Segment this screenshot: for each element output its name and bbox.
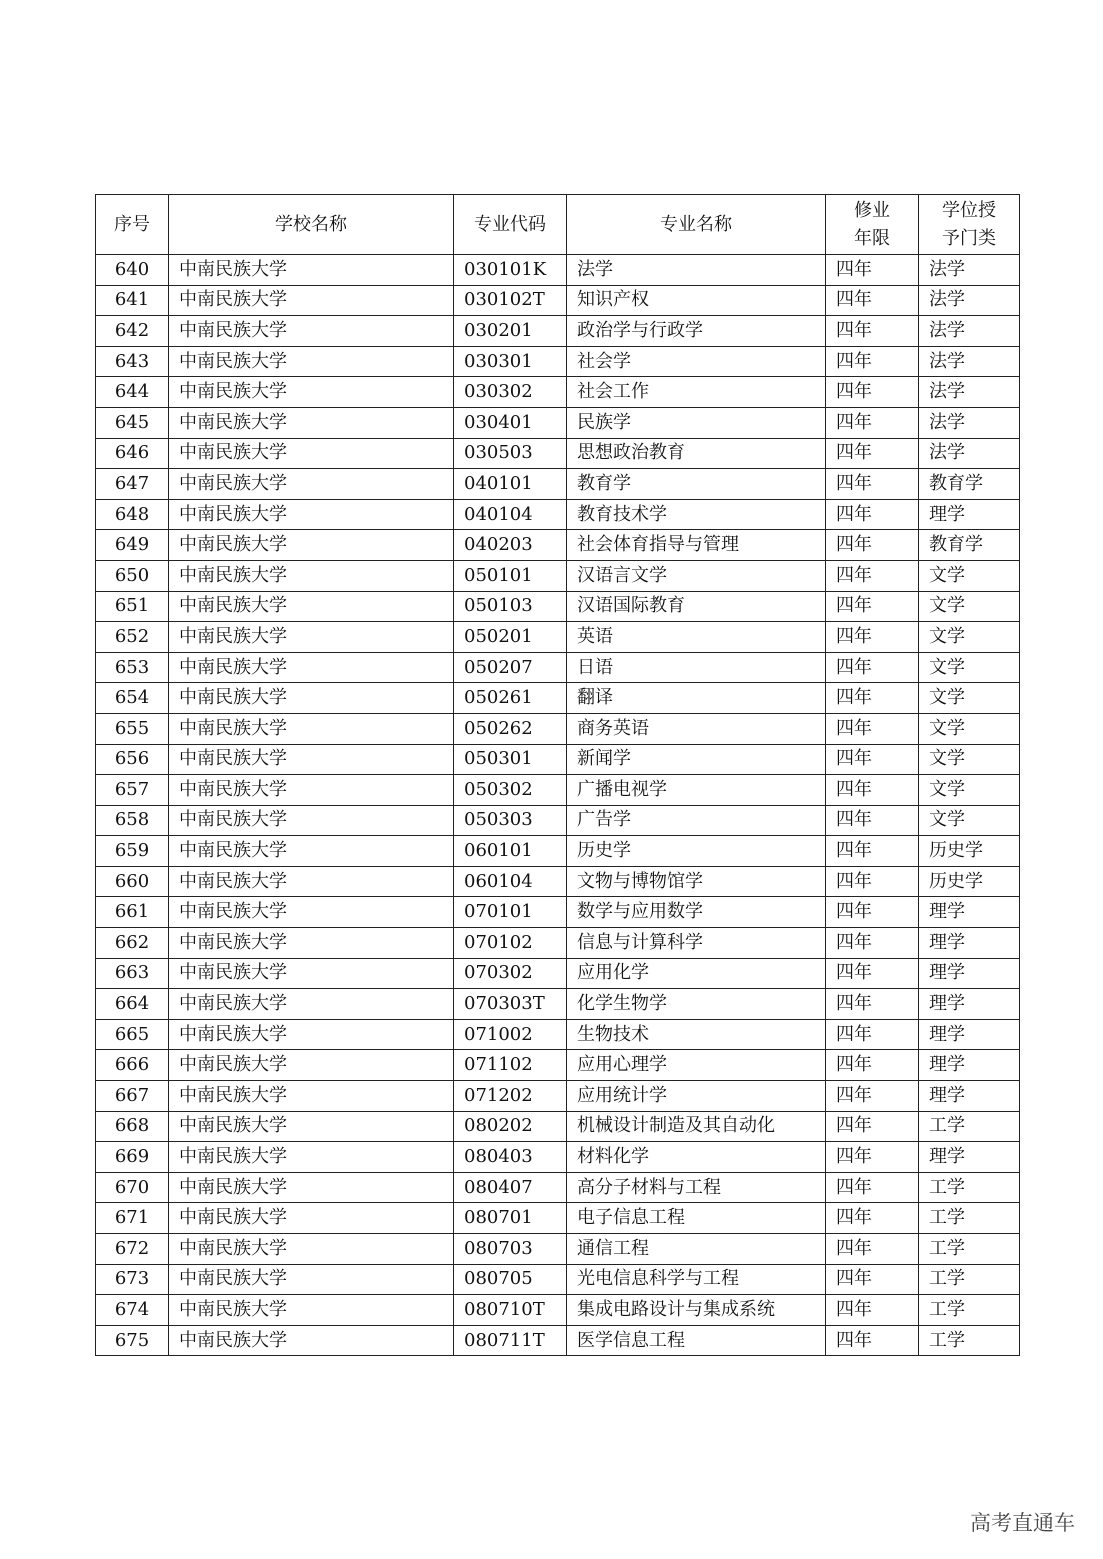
cell-major-code: 040203 <box>454 530 567 561</box>
cell-degree-category: 文学 <box>919 744 1020 775</box>
cell-serial-no: 671 <box>96 1203 169 1234</box>
cell-school-name: 中南民族大学 <box>169 1142 454 1173</box>
cell-serial-no: 659 <box>96 836 169 867</box>
watermark-text: 高考直通车 <box>970 1511 1075 1535</box>
cell-degree-category: 工学 <box>919 1111 1020 1142</box>
cell-school-name: 中南民族大学 <box>169 958 454 989</box>
cell-major-name: 广告学 <box>567 805 826 836</box>
cell-school-name: 中南民族大学 <box>169 285 454 316</box>
cell-study-years: 四年 <box>826 1142 919 1173</box>
cell-degree-category: 教育学 <box>919 530 1020 561</box>
cell-serial-no: 662 <box>96 928 169 959</box>
cell-school-name: 中南民族大学 <box>169 1081 454 1112</box>
cell-major-name: 法学 <box>567 255 826 286</box>
cell-degree-category: 历史学 <box>919 836 1020 867</box>
cell-study-years: 四年 <box>826 744 919 775</box>
cell-degree-category: 工学 <box>919 1203 1020 1234</box>
cell-degree-category: 文学 <box>919 713 1020 744</box>
cell-study-years: 四年 <box>826 499 919 530</box>
cell-school-name: 中南民族大学 <box>169 1234 454 1265</box>
cell-major-code: 070102 <box>454 928 567 959</box>
table-row <box>96 836 1020 867</box>
cell-major-code: 050101 <box>454 560 567 591</box>
cell-school-name: 中南民族大学 <box>169 530 454 561</box>
cell-serial-no: 657 <box>96 775 169 806</box>
table-body <box>96 255 1020 1356</box>
cell-study-years: 四年 <box>826 713 919 744</box>
cell-major-code: 060104 <box>454 866 567 897</box>
cell-major-name: 思想政治教育 <box>567 438 826 469</box>
cell-major-code: 030301 <box>454 346 567 377</box>
header-study-years-line1: 修业 <box>854 199 890 221</box>
cell-major-name: 数学与应用数学 <box>567 897 826 928</box>
cell-serial-no: 665 <box>96 1019 169 1050</box>
cell-major-name: 教育学 <box>567 469 826 500</box>
cell-study-years: 四年 <box>826 1234 919 1265</box>
cell-study-years: 四年 <box>826 836 919 867</box>
cell-major-code: 050301 <box>454 744 567 775</box>
cell-degree-category: 理学 <box>919 897 1020 928</box>
cell-serial-no: 645 <box>96 407 169 438</box>
cell-study-years: 四年 <box>826 377 919 408</box>
table-row <box>96 591 1020 622</box>
cell-study-years: 四年 <box>826 683 919 714</box>
cell-serial-no: 661 <box>96 897 169 928</box>
table-row <box>96 285 1020 316</box>
cell-degree-category: 理学 <box>919 989 1020 1020</box>
cell-major-name: 通信工程 <box>567 1234 826 1265</box>
table-row <box>96 1019 1020 1050</box>
cell-school-name: 中南民族大学 <box>169 744 454 775</box>
cell-degree-category: 文学 <box>919 683 1020 714</box>
cell-school-name: 中南民族大学 <box>169 989 454 1020</box>
cell-study-years: 四年 <box>826 1081 919 1112</box>
header-school-name: 学校名称 <box>169 195 454 255</box>
cell-study-years: 四年 <box>826 866 919 897</box>
table-header-row <box>96 195 1020 255</box>
cell-study-years: 四年 <box>826 438 919 469</box>
cell-major-name: 应用统计学 <box>567 1081 826 1112</box>
table-row <box>96 622 1020 653</box>
cell-serial-no: 647 <box>96 469 169 500</box>
table-row <box>96 775 1020 806</box>
cell-school-name: 中南民族大学 <box>169 377 454 408</box>
cell-major-name: 知识产权 <box>567 285 826 316</box>
cell-degree-category: 工学 <box>919 1264 1020 1295</box>
cell-major-code: 040101 <box>454 469 567 500</box>
cell-serial-no: 655 <box>96 713 169 744</box>
table-row <box>96 958 1020 989</box>
header-degree-category-line2: 予门类 <box>942 227 996 249</box>
cell-degree-category: 工学 <box>919 1295 1020 1326</box>
cell-study-years: 四年 <box>826 285 919 316</box>
cell-major-name: 社会体育指导与管理 <box>567 530 826 561</box>
cell-degree-category: 法学 <box>919 255 1020 286</box>
table-row <box>96 652 1020 683</box>
cell-major-name: 翻译 <box>567 683 826 714</box>
cell-school-name: 中南民族大学 <box>169 775 454 806</box>
cell-study-years: 四年 <box>826 255 919 286</box>
header-study-years-line2: 年限 <box>854 227 890 249</box>
cell-major-name: 信息与计算科学 <box>567 928 826 959</box>
cell-serial-no: 666 <box>96 1050 169 1081</box>
table-row <box>96 713 1020 744</box>
cell-major-name: 应用心理学 <box>567 1050 826 1081</box>
cell-serial-no: 667 <box>96 1081 169 1112</box>
cell-degree-category: 理学 <box>919 1081 1020 1112</box>
cell-major-code: 050261 <box>454 683 567 714</box>
cell-major-name: 高分子材料与工程 <box>567 1172 826 1203</box>
cell-school-name: 中南民族大学 <box>169 836 454 867</box>
cell-major-code: 050103 <box>454 591 567 622</box>
cell-serial-no: 660 <box>96 866 169 897</box>
cell-major-code: 050262 <box>454 713 567 744</box>
cell-degree-category: 文学 <box>919 652 1020 683</box>
cell-school-name: 中南民族大学 <box>169 805 454 836</box>
cell-study-years: 四年 <box>826 1295 919 1326</box>
cell-major-name: 社会工作 <box>567 377 826 408</box>
cell-school-name: 中南民族大学 <box>169 469 454 500</box>
cell-school-name: 中南民族大学 <box>169 560 454 591</box>
cell-major-code: 071102 <box>454 1050 567 1081</box>
cell-school-name: 中南民族大学 <box>169 591 454 622</box>
cell-degree-category: 文学 <box>919 805 1020 836</box>
table-row <box>96 1325 1020 1356</box>
cell-degree-category: 文学 <box>919 591 1020 622</box>
cell-study-years: 四年 <box>826 1111 919 1142</box>
cell-school-name: 中南民族大学 <box>169 407 454 438</box>
cell-study-years: 四年 <box>826 897 919 928</box>
cell-major-name: 机械设计制造及其自动化 <box>567 1111 826 1142</box>
cell-degree-category: 文学 <box>919 622 1020 653</box>
cell-school-name: 中南民族大学 <box>169 1295 454 1326</box>
table-row <box>96 989 1020 1020</box>
cell-major-code: 071202 <box>454 1081 567 1112</box>
cell-major-code: 040104 <box>454 499 567 530</box>
cell-major-code: 030101K <box>454 255 567 286</box>
cell-major-name: 教育技术学 <box>567 499 826 530</box>
cell-study-years: 四年 <box>826 1325 919 1356</box>
cell-major-code: 080407 <box>454 1172 567 1203</box>
cell-major-name: 商务英语 <box>567 713 826 744</box>
cell-school-name: 中南民族大学 <box>169 1203 454 1234</box>
cell-degree-category: 工学 <box>919 1172 1020 1203</box>
cell-degree-category: 文学 <box>919 560 1020 591</box>
cell-school-name: 中南民族大学 <box>169 499 454 530</box>
majors-table <box>95 194 1020 1356</box>
cell-serial-no: 642 <box>96 316 169 347</box>
cell-major-code: 050302 <box>454 775 567 806</box>
cell-serial-no: 670 <box>96 1172 169 1203</box>
table-row <box>96 1142 1020 1173</box>
cell-serial-no: 669 <box>96 1142 169 1173</box>
cell-major-code: 030201 <box>454 316 567 347</box>
cell-degree-category: 理学 <box>919 958 1020 989</box>
cell-study-years: 四年 <box>826 652 919 683</box>
cell-degree-category: 工学 <box>919 1234 1020 1265</box>
table-row <box>96 530 1020 561</box>
cell-major-code: 050303 <box>454 805 567 836</box>
cell-study-years: 四年 <box>826 1172 919 1203</box>
cell-school-name: 中南民族大学 <box>169 683 454 714</box>
cell-school-name: 中南民族大学 <box>169 1019 454 1050</box>
cell-degree-category: 理学 <box>919 1050 1020 1081</box>
cell-serial-no: 648 <box>96 499 169 530</box>
cell-serial-no: 644 <box>96 377 169 408</box>
cell-degree-category: 工学 <box>919 1325 1020 1356</box>
cell-school-name: 中南民族大学 <box>169 438 454 469</box>
cell-school-name: 中南民族大学 <box>169 1325 454 1356</box>
cell-major-name: 电子信息工程 <box>567 1203 826 1234</box>
cell-major-name: 文物与博物馆学 <box>567 866 826 897</box>
header-degree-category <box>919 195 1020 255</box>
table-row <box>96 1111 1020 1142</box>
cell-school-name: 中南民族大学 <box>169 1172 454 1203</box>
table-row <box>96 866 1020 897</box>
cell-school-name: 中南民族大学 <box>169 1050 454 1081</box>
table-row <box>96 1295 1020 1326</box>
cell-degree-category: 法学 <box>919 407 1020 438</box>
cell-school-name: 中南民族大学 <box>169 346 454 377</box>
cell-major-name: 集成电路设计与集成系统 <box>567 1295 826 1326</box>
cell-degree-category: 法学 <box>919 346 1020 377</box>
cell-serial-no: 650 <box>96 560 169 591</box>
cell-major-code: 080705 <box>454 1264 567 1295</box>
table-row <box>96 316 1020 347</box>
table-row <box>96 438 1020 469</box>
cell-major-name: 化学生物学 <box>567 989 826 1020</box>
table-row <box>96 1172 1020 1203</box>
cell-study-years: 四年 <box>826 591 919 622</box>
cell-study-years: 四年 <box>826 469 919 500</box>
cell-serial-no: 664 <box>96 989 169 1020</box>
cell-degree-category: 法学 <box>919 438 1020 469</box>
cell-serial-no: 663 <box>96 958 169 989</box>
cell-major-name: 广播电视学 <box>567 775 826 806</box>
header-degree-category-line1: 学位授 <box>942 199 996 221</box>
table-row <box>96 744 1020 775</box>
header-serial-no: 序号 <box>96 195 169 255</box>
cell-degree-category: 历史学 <box>919 866 1020 897</box>
cell-school-name: 中南民族大学 <box>169 713 454 744</box>
cell-degree-category: 理学 <box>919 928 1020 959</box>
cell-major-name: 汉语言文学 <box>567 560 826 591</box>
cell-major-code: 030102T <box>454 285 567 316</box>
cell-major-code: 080703 <box>454 1234 567 1265</box>
cell-serial-no: 672 <box>96 1234 169 1265</box>
cell-study-years: 四年 <box>826 560 919 591</box>
cell-school-name: 中南民族大学 <box>169 897 454 928</box>
cell-school-name: 中南民族大学 <box>169 1264 454 1295</box>
cell-school-name: 中南民族大学 <box>169 622 454 653</box>
cell-major-code: 050201 <box>454 622 567 653</box>
cell-study-years: 四年 <box>826 346 919 377</box>
cell-major-code: 080710T <box>454 1295 567 1326</box>
table-row <box>96 377 1020 408</box>
cell-serial-no: 640 <box>96 255 169 286</box>
cell-major-code: 030401 <box>454 407 567 438</box>
cell-serial-no: 653 <box>96 652 169 683</box>
cell-major-code: 080202 <box>454 1111 567 1142</box>
cell-major-code: 030302 <box>454 377 567 408</box>
cell-study-years: 四年 <box>826 1019 919 1050</box>
header-major-name: 专业名称 <box>567 195 826 255</box>
cell-serial-no: 673 <box>96 1264 169 1295</box>
cell-major-name: 医学信息工程 <box>567 1325 826 1356</box>
table-row <box>96 407 1020 438</box>
table-row <box>96 560 1020 591</box>
cell-study-years: 四年 <box>826 1203 919 1234</box>
cell-serial-no: 646 <box>96 438 169 469</box>
cell-serial-no: 641 <box>96 285 169 316</box>
cell-serial-no: 656 <box>96 744 169 775</box>
cell-major-name: 英语 <box>567 622 826 653</box>
table-row <box>96 346 1020 377</box>
cell-degree-category: 理学 <box>919 1019 1020 1050</box>
cell-school-name: 中南民族大学 <box>169 1111 454 1142</box>
table-row <box>96 1264 1020 1295</box>
cell-major-code: 080403 <box>454 1142 567 1173</box>
cell-study-years: 四年 <box>826 316 919 347</box>
cell-study-years: 四年 <box>826 530 919 561</box>
cell-degree-category: 理学 <box>919 499 1020 530</box>
cell-major-name: 应用化学 <box>567 958 826 989</box>
table-row <box>96 255 1020 286</box>
cell-major-code: 070303T <box>454 989 567 1020</box>
cell-degree-category: 法学 <box>919 285 1020 316</box>
cell-serial-no: 658 <box>96 805 169 836</box>
cell-study-years: 四年 <box>826 1264 919 1295</box>
table-row <box>96 1234 1020 1265</box>
header-study-years <box>826 195 919 255</box>
cell-major-code: 030503 <box>454 438 567 469</box>
cell-major-name: 新闻学 <box>567 744 826 775</box>
cell-serial-no: 668 <box>96 1111 169 1142</box>
cell-serial-no: 649 <box>96 530 169 561</box>
cell-school-name: 中南民族大学 <box>169 255 454 286</box>
cell-study-years: 四年 <box>826 928 919 959</box>
cell-degree-category: 文学 <box>919 775 1020 806</box>
cell-major-name: 生物技术 <box>567 1019 826 1050</box>
cell-major-name: 政治学与行政学 <box>567 316 826 347</box>
cell-serial-no: 675 <box>96 1325 169 1356</box>
cell-major-code: 060101 <box>454 836 567 867</box>
cell-serial-no: 643 <box>96 346 169 377</box>
cell-major-name: 光电信息科学与工程 <box>567 1264 826 1295</box>
table-row <box>96 805 1020 836</box>
cell-serial-no: 651 <box>96 591 169 622</box>
cell-study-years: 四年 <box>826 1050 919 1081</box>
cell-serial-no: 674 <box>96 1295 169 1326</box>
cell-major-name: 汉语国际教育 <box>567 591 826 622</box>
table-row <box>96 1203 1020 1234</box>
cell-study-years: 四年 <box>826 958 919 989</box>
cell-major-name: 民族学 <box>567 407 826 438</box>
table-row <box>96 928 1020 959</box>
cell-major-code: 080711T <box>454 1325 567 1356</box>
cell-school-name: 中南民族大学 <box>169 928 454 959</box>
cell-major-name: 材料化学 <box>567 1142 826 1173</box>
cell-study-years: 四年 <box>826 989 919 1020</box>
cell-serial-no: 652 <box>96 622 169 653</box>
cell-degree-category: 法学 <box>919 377 1020 408</box>
cell-study-years: 四年 <box>826 805 919 836</box>
table-row <box>96 1081 1020 1112</box>
table-row <box>96 469 1020 500</box>
cell-major-code: 070302 <box>454 958 567 989</box>
cell-degree-category: 法学 <box>919 316 1020 347</box>
cell-degree-category: 理学 <box>919 1142 1020 1173</box>
table-row <box>96 499 1020 530</box>
cell-major-name: 社会学 <box>567 346 826 377</box>
table-row <box>96 897 1020 928</box>
header-major-code: 专业代码 <box>454 195 567 255</box>
cell-major-code: 071002 <box>454 1019 567 1050</box>
cell-major-code: 070101 <box>454 897 567 928</box>
cell-major-code: 080701 <box>454 1203 567 1234</box>
cell-major-name: 日语 <box>567 652 826 683</box>
cell-degree-category: 教育学 <box>919 469 1020 500</box>
cell-serial-no: 654 <box>96 683 169 714</box>
table-row <box>96 1050 1020 1081</box>
cell-school-name: 中南民族大学 <box>169 316 454 347</box>
cell-major-code: 050207 <box>454 652 567 683</box>
cell-major-name: 历史学 <box>567 836 826 867</box>
table-row <box>96 683 1020 714</box>
cell-study-years: 四年 <box>826 407 919 438</box>
cell-study-years: 四年 <box>826 622 919 653</box>
cell-school-name: 中南民族大学 <box>169 652 454 683</box>
cell-study-years: 四年 <box>826 775 919 806</box>
cell-school-name: 中南民族大学 <box>169 866 454 897</box>
